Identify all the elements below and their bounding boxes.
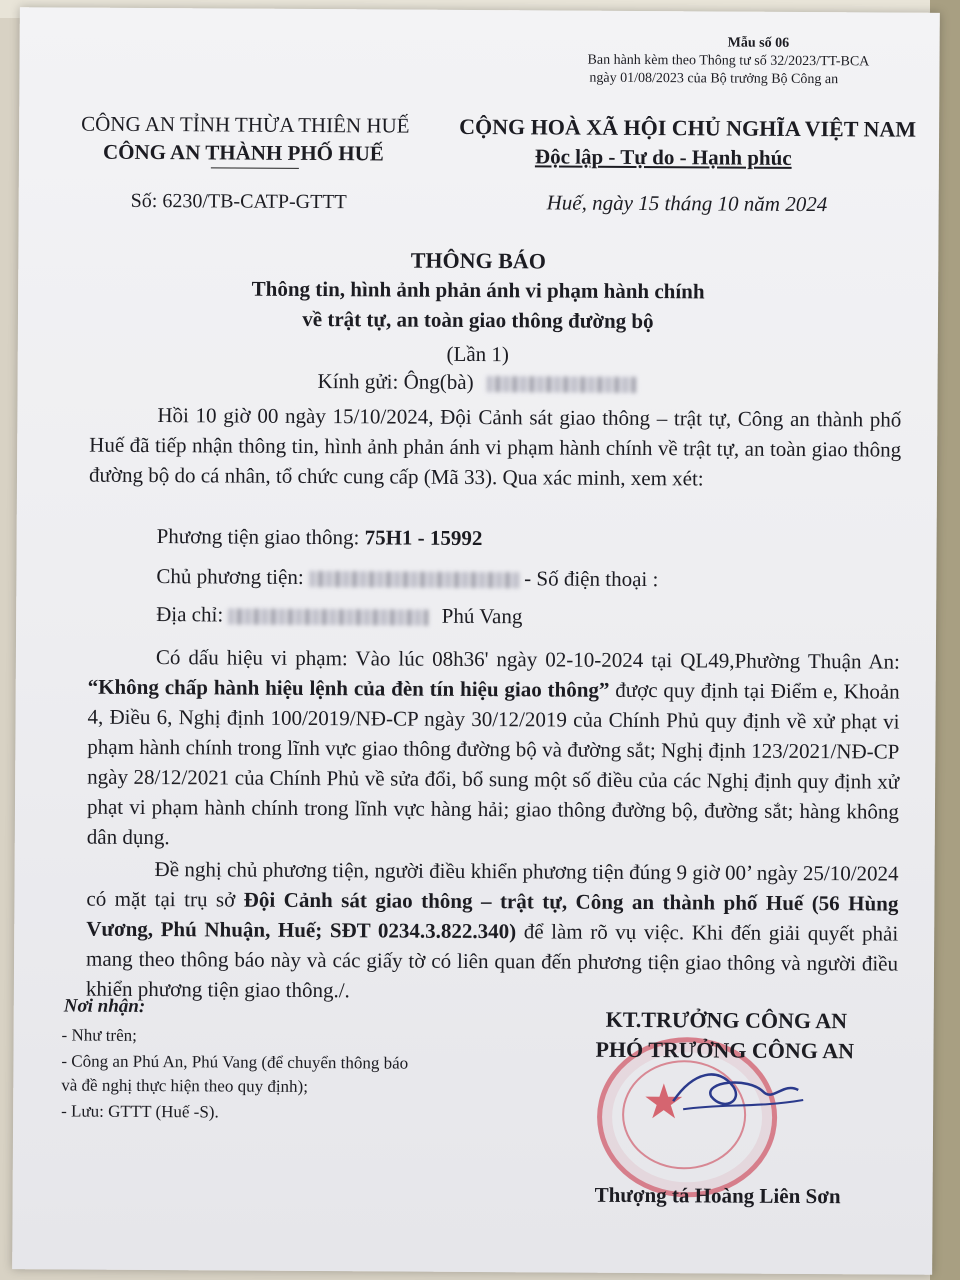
nation-motto: Độc lập - Tự do - Hạnh phúc	[534, 144, 792, 170]
form-ref-line2: ngày 01/08/2023 của Bộ trưởng Bộ Công an	[589, 70, 839, 88]
doc-number: Số: 6230/TB-CATP-GTTT	[130, 189, 347, 214]
redacted-address	[228, 609, 428, 626]
recipient-item: - Lưu: GTTT (Huế -S).	[61, 1101, 219, 1122]
redacted-name	[487, 376, 637, 393]
signature-line-1: KT.TRƯỞNG CÔNG AN	[605, 1006, 848, 1034]
recipient-item: và đề nghị thực hiện theo quy định);	[61, 1075, 309, 1096]
document-page	[12, 7, 940, 1275]
violation-paragraph: Có dấu hiệu vi phạm: Vào lúc 08h36' ngày 02-10-2024 tại QL49,Phường Thuận An: “Không chấp hành hiệu lệnh của đèn tín hiệu giao thông” được quy định tại Điểm e, Khoản 4, Điều 6, Nghị định 100/2019/NĐ-CP ngày 30/12/2019 của Chính Phủ quy định về xử phạt vi phạm hành chính trong lĩnh vực giao thông đường bộ và đường sắt; Nghị định 123/2021/NĐ-CP ngày 28/12/2021 của Chính Phủ về sửa đổi, bổ sung một số điều của các Nghị định quy định xử phạt vi phạm hành chính trong lĩnh vực hàng hải; giao thông đường bộ, đường sắt; hàng không dân dụng.	[86, 645, 900, 850]
seal-star-icon: ★	[642, 1076, 686, 1130]
notice-attempt: (Lần 1)	[446, 341, 510, 367]
notice-subtitle-1: Thông tin, hình ảnh phản ánh vi phạm hành chính	[251, 276, 705, 304]
place-date: Huế, ngày 15 tháng 10 năm 2024	[546, 190, 828, 217]
recipient-item: - Công an Phú An, Phú Vang (để chuyển thông báo	[61, 1051, 409, 1073]
owner-line: Chủ phương tiện: - Số điện thoại :	[156, 564, 659, 592]
intro-paragraph: Hồi 10 giờ 00 ngày 15/10/2024, Đội Cảnh sát giao thông – trật tự, Công an thành phố Huế đã tiếp nhận thông tin, hình ảnh phản ánh vi phạm hành chính về trật tự, an toàn giao thông đường bộ do cá nhân, tổ chức cung cấp (Mã 33). Qua xác minh, xem xét:	[88, 403, 902, 491]
notice-subtitle-2: về trật tự, an toàn giao thông đường bộ	[302, 306, 654, 334]
request-paragraph: Đề nghị chủ phương tiện, người điều khiển phương tiện đúng 9 giờ 00’ ngày 25/10/2024 có mặt tại trụ sở Đội Cảnh sát giao thông – trật tự, Công an thành phố Huế (56 Hùng Vương, Phú Nhuận, Huế; SĐT 0234.3.822.340) để làm rõ vụ việc. Khi đến giải quyết phải mang theo thông báo này và các giấy tờ có liên quan đến phương tiện giao thông và người điều khiển phương tiện giao thông./.	[85, 857, 899, 1003]
agency-parent: CÔNG AN TỈNH THỪA THIÊN HUẾ	[81, 111, 410, 138]
agency-underline	[211, 167, 299, 169]
redacted-owner	[309, 571, 519, 588]
vehicle-plate: 75H1 - 15992	[364, 525, 483, 551]
nation-title: CỘNG HOÀ XÃ HỘI CHỦ NGHĨA VIỆT NAM	[459, 113, 917, 142]
signer-name: Thượng tá Hoàng Liên Sơn	[594, 1182, 841, 1209]
address-line: Địa chỉ: Phú Vang	[156, 602, 523, 629]
form-number: Mẫu số 06	[727, 35, 790, 51]
greeting: Kính gửi: Ông(bà)	[318, 369, 637, 396]
vehicle-line: Phương tiện giao thông: 75H1 - 15992	[156, 524, 483, 551]
violation-description: “Không chấp hành hiệu lệnh của đèn tín hiệu giao thông”	[87, 674, 610, 702]
signature-line-2: PHÓ TRƯỞNG CÔNG AN	[595, 1036, 855, 1064]
request-location: Đội Cảnh sát giao thông – trật tự, Công an thành phố Huế (56 Hùng Vương, Phú Nhuận, Huế; SĐT 0234.3.822.340)	[86, 887, 899, 944]
recipients-heading: Nơi nhận:	[63, 995, 146, 1017]
recipient-item: - Như trên;	[61, 1025, 137, 1045]
agency-name: CÔNG AN THÀNH PHỐ HUẾ	[103, 140, 384, 167]
notice-title: THÔNG BÁO	[410, 247, 546, 274]
form-ref-line1: Ban hành kèm theo Thông tư số 32/2023/TT-BCA	[587, 52, 870, 70]
